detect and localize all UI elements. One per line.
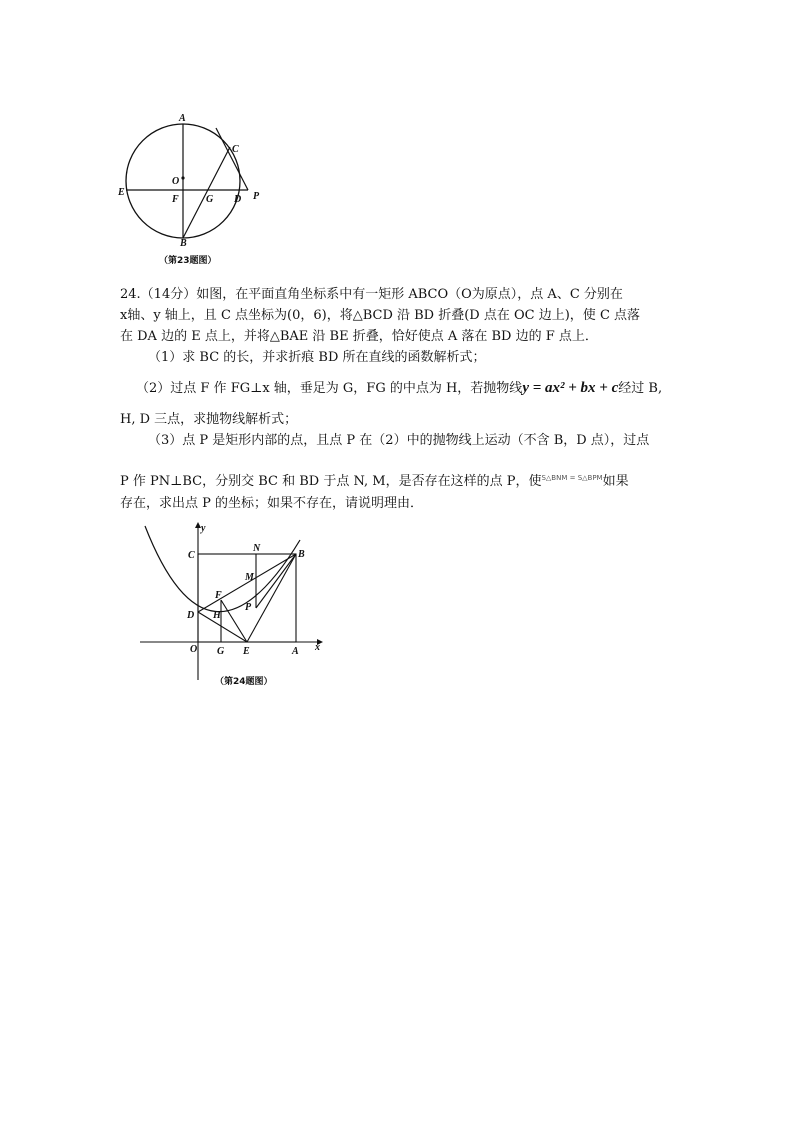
problem-24-line-2: x轴、y 轴上，且 C 点坐标为(0，6)，将△BCD 沿 BD 折叠(D 点在 OC 边上)，使 C 点落 (120, 308, 641, 323)
line-pb (256, 554, 296, 608)
center-o-dot (181, 176, 184, 179)
label-e: E (118, 187, 125, 198)
problem-24-part-3-line-2 (120, 470, 629, 490)
parabola-formula: y = ax² + bx + c (522, 380, 619, 396)
part-2-text-after: 经过 B, (618, 381, 663, 396)
part-2-text-before: （2）过点 F 作 FG⊥x 轴，垂足为 G，FG 的中点为 H，若抛物线 (136, 381, 523, 396)
figure-23-caption: （第23题图） (159, 256, 217, 266)
label-g: G (206, 194, 214, 205)
label-a: A (179, 113, 186, 124)
label-h: H (213, 610, 221, 621)
problem-24-part-1: （1）求 BC 的长，并求折痕 BD 所在直线的函数解析式； (148, 350, 486, 365)
label-f: F (215, 590, 222, 601)
label-p: P (245, 602, 252, 613)
part-3-text-after: 如果 (602, 474, 629, 489)
problem-24-part-3-line-1: （3）点 P 是矩形内部的点，且点 P 在（2）中的抛物线上运动（不含 B，D 点），过点 (148, 433, 650, 448)
line-de (198, 612, 247, 642)
problem-24-line-3: 在 DA 边的 E 点上，并将△BAE 沿 BE 折叠，恰好使点 A 落在 BD 边的 F 点上． (120, 329, 598, 344)
label-x: x (315, 642, 320, 653)
chord-bc (183, 147, 230, 238)
figure-24 (135, 520, 335, 690)
area-equation: S△BNM = S△BPM (541, 474, 603, 482)
line-ef (221, 600, 247, 642)
label-n: N (253, 543, 261, 554)
label-p: P (253, 191, 260, 202)
label-y: y (201, 523, 206, 534)
label-e: E (243, 646, 250, 657)
label-o: O (190, 644, 198, 655)
label-m: M (245, 572, 254, 583)
part-3-text-before: P 作 PN⊥BC，分别交 BC 和 BD 于点 N, M，是否存在这样的点 P，使 (120, 474, 542, 489)
label-f: F (172, 194, 179, 205)
label-d: D (234, 194, 242, 205)
tangent-line (216, 128, 248, 190)
problem-24-part-2 (136, 380, 662, 397)
problem-24-line-1: 24.（14分）如图，在平面直角坐标系中有一矩形 ABCO（O为原点），点 A、C 分别在 (120, 287, 623, 302)
figure-23-diagram (112, 110, 272, 270)
label-c: C (232, 144, 239, 155)
figure-24-caption: （第24题图） (215, 677, 273, 687)
figure-24-diagram (135, 520, 335, 690)
label-o: O (172, 176, 180, 187)
figure-23 (112, 110, 272, 270)
problem-24-part-3-line-3: 存在，求出点 P 的坐标；如果不存在，请说明理由． (120, 496, 424, 511)
label-b: B (298, 549, 305, 560)
parabola-curve (145, 526, 300, 612)
label-c: C (188, 550, 195, 561)
line-eb (247, 554, 296, 642)
problem-24-part-2-line-2: H, D 三点，求抛物线解析式； (120, 412, 298, 427)
label-d: D (187, 610, 195, 621)
label-b: B (180, 238, 187, 249)
label-g: G (217, 646, 225, 657)
label-a: A (292, 646, 299, 657)
